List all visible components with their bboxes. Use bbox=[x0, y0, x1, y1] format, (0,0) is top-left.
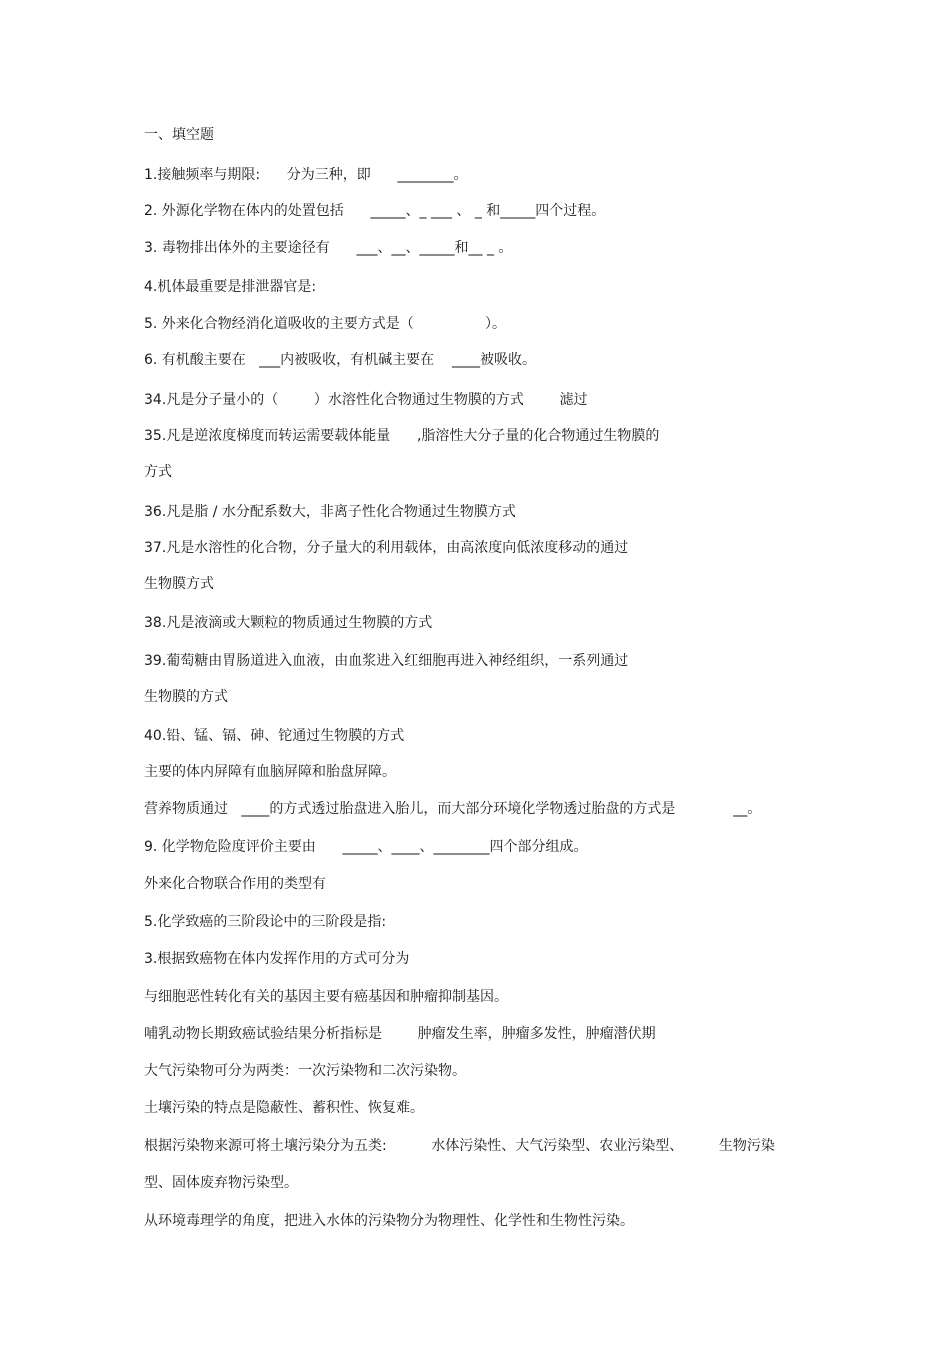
text-line-10: 36.凡是脂 / 水分配系数大，非离子性化合物通过生物膜方式 bbox=[144, 504, 516, 520]
text-line-28: 型、固体废弃物污染型。 bbox=[144, 1175, 298, 1191]
text-line-14: 39.葡萄糖由胃肠道进入血液，由血浆进入红细胞再进入神经组织，一系列通过 bbox=[144, 653, 629, 669]
text-line-13: 38.凡是液滴或大颗粒的物质通过生物膜的方式 bbox=[144, 615, 433, 631]
text-line-24: 哺乳动物长期致癌试验结果分析指标是 肿瘤发生率，肿瘤多发性，肿瘤潜伏期 bbox=[144, 1026, 656, 1042]
text-line-21: 5.化学致癌的三阶段论中的三阶段是指: bbox=[144, 914, 387, 930]
text-line-3: 3. 毒物排出体外的主要途径有 ___、__、_____和__ _ 。 bbox=[144, 240, 513, 256]
text-line-7: 34.凡是分子量小的（ ）水溶性化合物通过生物膜的方式 滤过 bbox=[144, 392, 588, 408]
text-line-9: 方式 bbox=[144, 464, 172, 480]
text-line-26: 土壤污染的特点是隐蔽性、蓄积性、恢复难。 bbox=[144, 1100, 424, 1116]
text-line-19: 9. 化学物危险度评价主要由 _____、____、________四个部分组成。 bbox=[144, 839, 588, 855]
text-line-27: 根据污染物来源可将土壤污染分为五类: 水体污染性、大气污染型、农业污染型、 生物污染 bbox=[144, 1138, 775, 1154]
text-line-23: 与细胞恶性转化有关的基因主要有癌基因和肿瘤抑制基因。 bbox=[144, 989, 508, 1005]
text-line-2: 2. 外源化学物在体内的处置包括 _____、_ ___ 、 _ 和_____四个过程。 bbox=[144, 203, 606, 219]
text-line-11: 37.凡是水溶性的化合物，分子量大的利用载体，由高浓度向低浓度移动的通过 bbox=[144, 540, 629, 556]
text-line-12: 生物膜方式 bbox=[144, 576, 214, 592]
text-line-18: 营养物质通过 ____的方式透过胎盘进入胎儿，而大部分环境化学物透过胎盘的方式是 __。 bbox=[144, 801, 762, 817]
text-line-15: 生物膜的方式 bbox=[144, 689, 228, 705]
section-title: 一、填空题 bbox=[144, 127, 214, 143]
text-line-22: 3.根据致癌物在体内发挥作用的方式可分为 bbox=[144, 951, 410, 967]
text-line-20: 外来化合物联合作用的类型有 bbox=[144, 876, 326, 892]
text-line-1: 1.接触频率与期限: 分为三种，即 ________。 bbox=[144, 167, 468, 183]
text-line-4: 4.机体最重要是排泄器官是: bbox=[144, 279, 317, 295]
text-line-6: 6. 有机酸主要在 ___内被吸收，有机碱主要在 ____被吸收。 bbox=[144, 352, 536, 368]
text-line-8: 35.凡是逆浓度梯度而转运需要载体能量 ,脂溶性大分子量的化合物通过生物膜的 bbox=[144, 428, 660, 444]
text-line-5: 5. 外来化合物经消化道吸收的主要方式是（ ）。 bbox=[144, 316, 507, 332]
text-line-16: 40.铅、锰、镉、砷、铊通过生物膜的方式 bbox=[144, 728, 405, 744]
text-line-17: 主要的体内屏障有血脑屏障和胎盘屏障。 bbox=[144, 764, 396, 780]
text-line-25: 大气污染物可分为两类：一次污染物和二次污染物。 bbox=[144, 1063, 466, 1079]
text-line-29: 从环境毒理学的角度，把进入水体的污染物分为物理性、化学性和生物性污染。 bbox=[144, 1213, 634, 1229]
